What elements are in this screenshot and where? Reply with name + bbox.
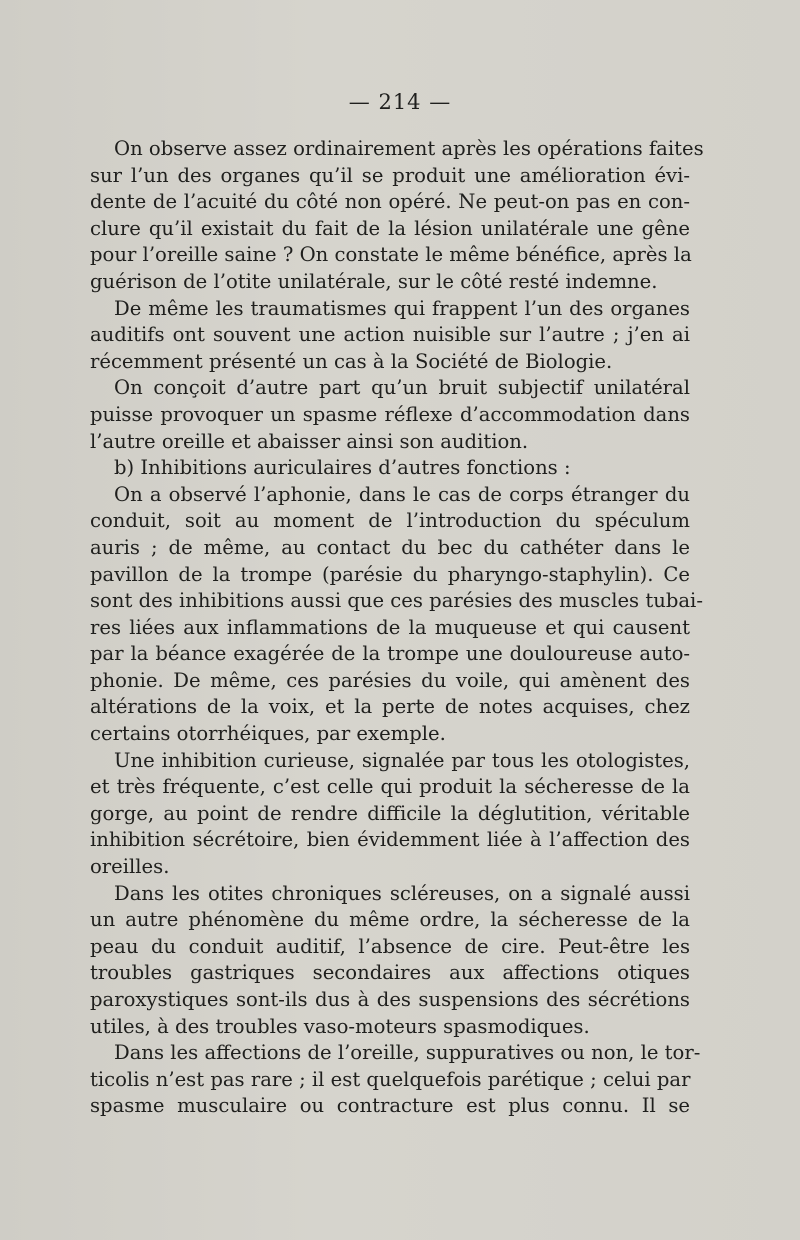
paragraph — [90, 455, 690, 482]
text-line: Dans les affections de l’oreille, suppuratives ou non, le tor- — [114, 1041, 701, 1065]
text-line: auditifs ont souvent une action nuisible sur l’autre ; j’en ai — [90, 323, 690, 347]
text-line: pavillon de la trompe (parésie du pharyngo-staphylin). Ce — [90, 562, 690, 586]
text-line: res liées aux inflammations de la muqueuse et qui causent — [90, 615, 690, 639]
text-line: paroxystiques sont-ils dus à des suspensions des sécrétions — [90, 988, 690, 1011]
text-line: oreilles. — [90, 855, 170, 879]
text-line: De même les traumatismes qui frappent l’un des organes — [114, 296, 690, 320]
text-line: auris ; de même, au contact du bec du cathéter dans le — [90, 535, 690, 559]
text-line: dente de l’acuité du côté non opéré. Ne peut-on pas en con- — [90, 190, 690, 214]
paragraph — [90, 1040, 701, 1120]
text-line: ticolis n’est pas rare ; il est quelquefois parétique ; celui par — [90, 1067, 691, 1091]
text-line: par la béance exagérée de la trompe une douloureuse auto- — [90, 642, 690, 666]
text-line: un autre phénomène du même ordre, la sécheresse de la — [90, 908, 690, 932]
text-line: conduit, soit au moment de l’introduction du spéculum — [90, 509, 690, 533]
text-line: phonie. De même, ces parésies du voile, qui amènent des — [90, 668, 690, 692]
text-line: peau du conduit auditif, l’absence de cire. Peut-être les — [90, 934, 690, 958]
text-line: b) Inhibitions auriculaires d’autres fonctions : — [114, 456, 571, 480]
text-line: l’autre oreille et abaisser ainsi son audition. — [90, 429, 529, 453]
paragraph — [90, 748, 690, 881]
text-line: clure qu’il existait du fait de la lésion unilatérale une gêne — [90, 216, 690, 240]
text-line: spasme musculaire ou contracture est plus connu. Il se — [90, 1094, 690, 1118]
text-line: gorge, au point de rendre difficile la déglutition, véritable — [90, 801, 690, 825]
paragraph — [90, 881, 690, 1041]
text-line: altérations de la voix, et la perte de notes acquises, chez — [90, 695, 690, 719]
paragraph — [90, 136, 704, 296]
text-line: inhibition sécrétoire, bien évidemment liée à l’affection des — [90, 828, 690, 852]
text-line: utiles, à des troubles vaso-moteurs spasmodiques. — [90, 1014, 590, 1038]
text-line: pour l’oreille saine ? On constate le même bénéfice, après la — [90, 243, 692, 267]
text-line: Une inhibition curieuse, signalée par tous les otologistes, — [114, 748, 690, 772]
text-line: guérison de l’otite unilatérale, sur le côté resté indemne. — [90, 269, 658, 293]
text-line: sont des inhibitions aussi que ces parésies des muscles tubai- — [90, 589, 703, 613]
text-line: et très fréquente, c’est celle qui produit la sécheresse de la — [90, 775, 690, 799]
text-line: Dans les otites chroniques scléreuses, on a signalé aussi — [114, 881, 690, 905]
paragraph — [90, 296, 690, 376]
text-line: récemment présenté un cas à la Société de Biologie. — [90, 349, 613, 373]
text-line: On observe assez ordinairement après les opérations faites — [114, 137, 704, 160]
page-number: — 214 — — [348, 90, 452, 114]
text-line: troubles gastriques secondaires aux affections otiques — [90, 961, 690, 985]
text-line: On a observé l’aphonie, dans le cas de corps étranger du — [114, 482, 690, 506]
body-text — [90, 136, 704, 1120]
text-line: On conçoit d’autre part qu’un bruit subjectif unilatéral — [114, 376, 690, 400]
paragraph — [90, 375, 690, 455]
text-line: sur l’un des organes qu’il se produit une amélioration évi- — [90, 163, 690, 187]
text-line: certains otorrhéiques, par exemple. — [90, 722, 446, 746]
text-line: puisse provoquer un spasme réflexe d’accommodation dans — [90, 402, 690, 426]
paragraph — [90, 482, 703, 748]
